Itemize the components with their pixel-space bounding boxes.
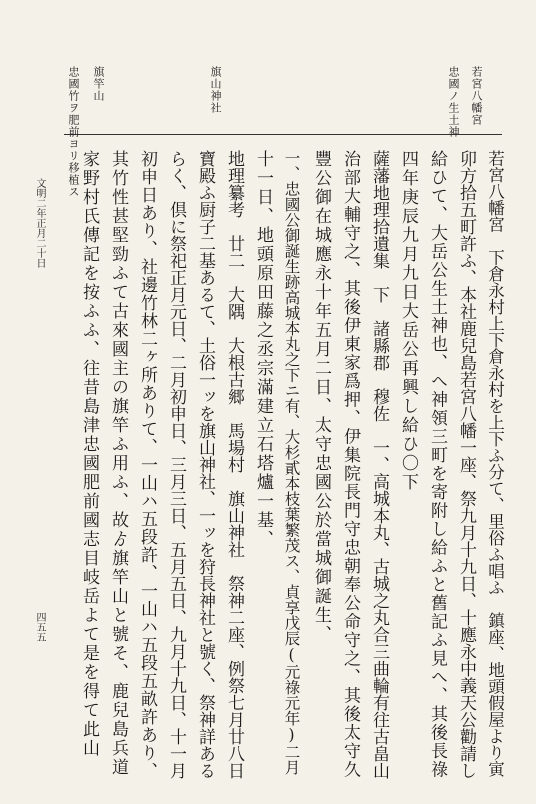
text-column-12: らく、倶に祭祀正月元日、二月初申日、三月三日、五月五日、九月十九日、十一月 [166,150,186,779]
text-column-2: 卯方拾五町許ふ、本社鹿兒島若宮八幡一座、祭九月十九日、十應永中義天公勸請し [456,150,476,779]
text-column-13: 初申日あり、社邊竹林二ヶ所ありて、一山ハ五段許、一山ハ五段五畝許あり、 [137,150,157,780]
text-column-15: 家野村氏傳記を按ふふ、往昔島津忠國肥前國志目岐岳よて是を得て此山 [79,150,99,758]
text-column-3: 給ひて、大岳公生土神也、へ神領三町を寄附し給ふと舊記ふ見へ、其後長祿 [427,150,447,779]
text-column-4: 四年庚辰九月九日大岳公再興し給ひ〇下 [398,150,418,492]
text-column-9: 十一日、地頭原田藤之丞宗滿建立石塔爐一基、 [253,150,273,549]
headnote-rule [64,134,502,135]
page-number: 四五五 [34,612,45,642]
text-column-8: 一、忠國公御誕生跡高城本丸之下ニ有、大杉貳本枝葉繁茂ス、貞享戊辰(元祿元年)二月 [282,150,301,775]
text-column-10: 地理纂考 廿二 大隅 大根古郷 馬場村 旗山神社 祭神二座、例祭七月廿八日 [224,150,244,779]
text-column-1: 若宮八幡宮 下倉永村上下倉永村を上下ふ分て、里俗ふ唱ふ 鎮座、地頭假屋より寅 [485,150,505,777]
headnote-wakamiya-hachimangu: 若宮八幡宮 [470,66,483,126]
text-column-7: 豐公御在城應永十年五月二日、太守忠國公於當城御誕生、 [311,150,331,644]
text-column-5: 薩藩地理拾遺集 下 諸縣郡 穆佐 一、高城本丸、古城之丸合三曲輪有往古畠山 [369,150,389,779]
text-column-14: 其竹性甚堅勁ふて古來國主の旗竿ふ用ふ、故ゟ旗竿山と號そ、鹿兒島兵道 [108,150,128,777]
text-column-6: 治部大輔守之、其後伊東家爲押、伊集院長門守忠朝奉公命守之、其後太守久 [340,150,360,779]
headnote-hatasao-mountain: 旗竿山 [92,66,105,102]
date-footer: 文明二年正月二十日 [34,178,45,268]
text-column-11: 寶殿ふ厨子二基あるて、土俗一ッを旗山神社、一ッを狩長神社と號く、祭神詳ある [195,150,215,779]
headnote-tadakuni-birthplace-deity: 忠國ノ生土神 [447,66,460,138]
headnote-hatayama-shrine: 旗山神社 [209,66,222,114]
headnote-bamboo-transplant: 忠國竹ヲ肥前ヨリ移植ス [67,66,80,198]
